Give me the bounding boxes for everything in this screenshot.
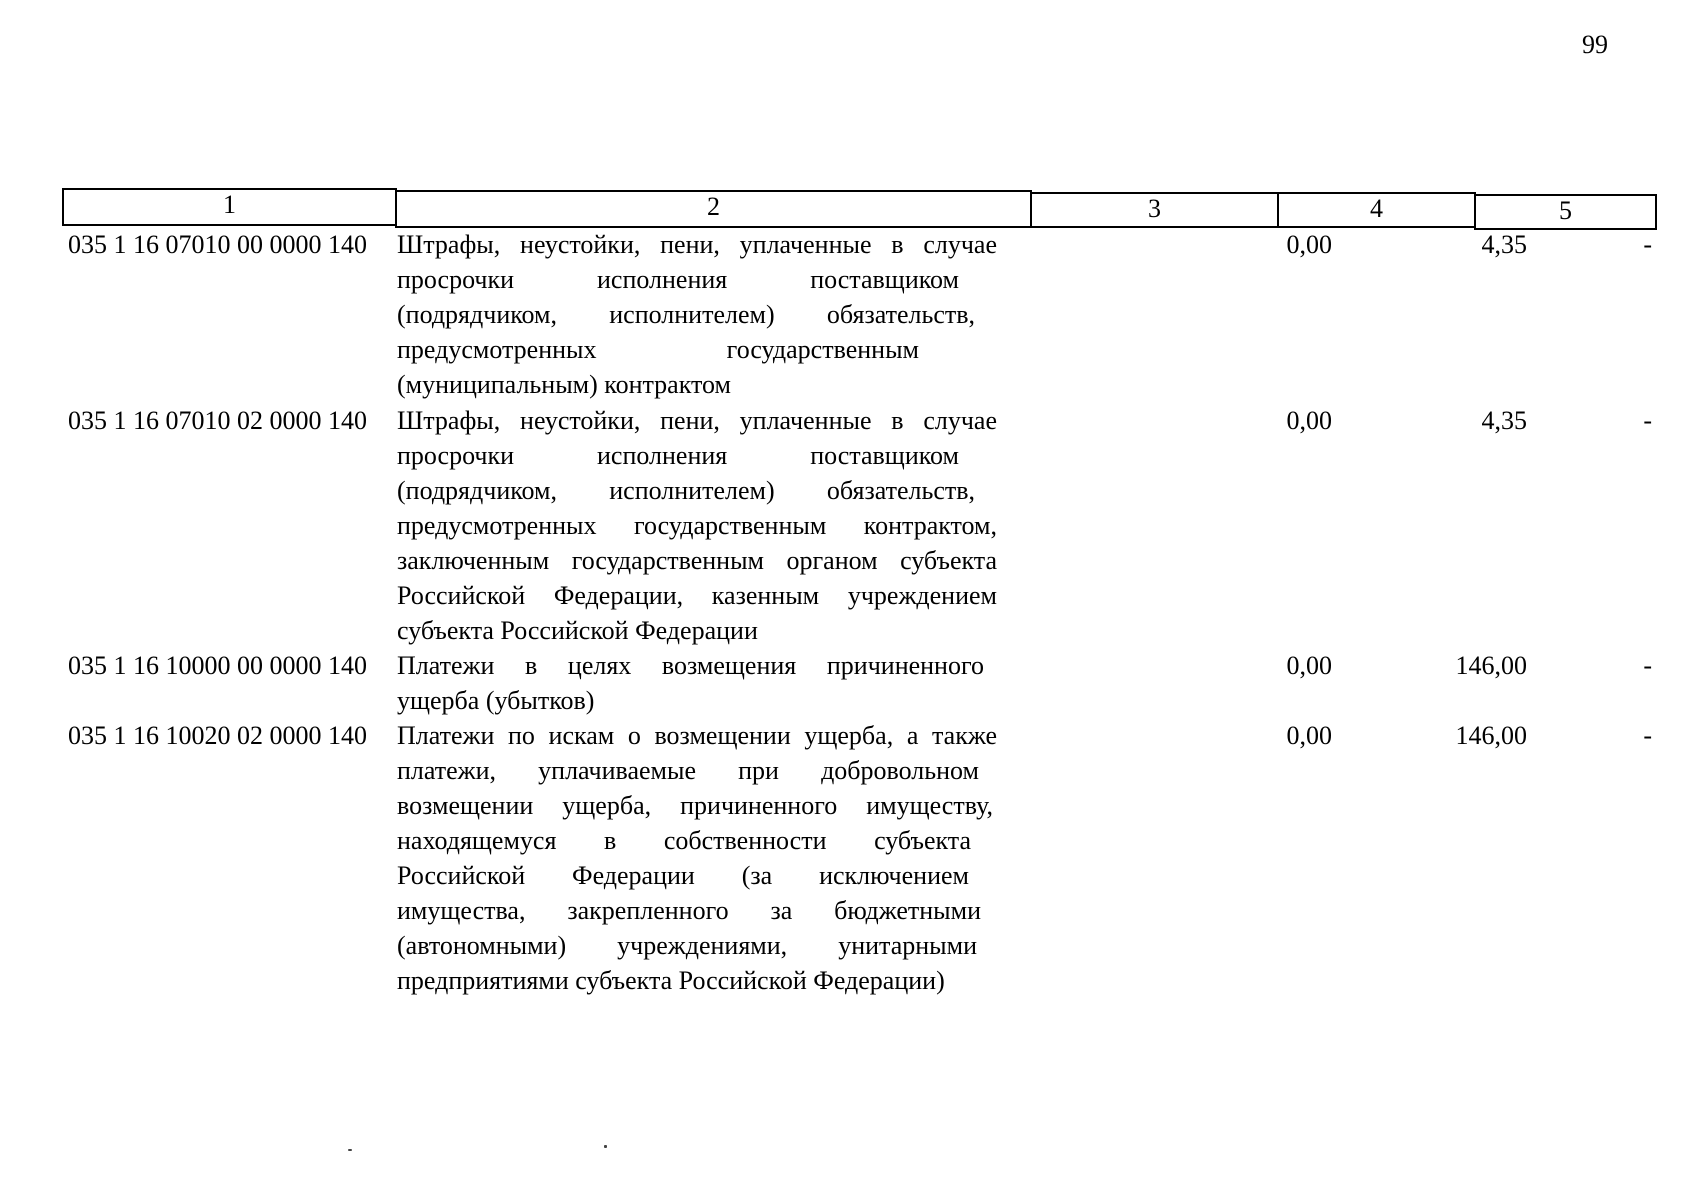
description-line: находящемуся в собственности субъекта [397, 826, 971, 855]
budget-code: 035 1 16 10000 00 0000 140 [68, 651, 367, 680]
description-line: просрочки исполнения поставщиком [397, 441, 959, 470]
description-line: Штрафы, неустойки, пени, уплаченные в случае [397, 230, 997, 259]
budget-code: 035 1 16 10020 02 0000 140 [68, 721, 367, 750]
value-col-4: 4,35 [1481, 406, 1527, 435]
description [397, 648, 997, 718]
table-header-col-4: 4 [1277, 192, 1476, 228]
value-col-4: 4,35 [1481, 230, 1527, 259]
table-header-col-3: 3 [1030, 192, 1279, 228]
description-line: Российской Федерации, казенным учреждением [397, 581, 997, 610]
description-line: Платежи в целях возмещения причиненного [397, 651, 984, 680]
description-line: (муниципальным) контрактом [397, 370, 731, 399]
budget-code: 035 1 16 07010 00 0000 140 [68, 230, 367, 259]
value-col-3: 0,00 [1286, 721, 1332, 750]
description-line: предусмотренных государственным контрактом, [397, 511, 997, 540]
description-line: предусмотренных государственным [397, 335, 919, 364]
table-header-row [62, 188, 1657, 228]
scan-speck [348, 1149, 352, 1151]
value-col-4: 146,00 [1455, 721, 1527, 750]
value-col-4: 146,00 [1455, 651, 1527, 680]
description-line: ущерба (убытков) [397, 686, 595, 715]
description-line: Российской Федерации (за исключением [397, 861, 969, 890]
description [397, 227, 997, 402]
description-line: предприятиями субъекта Российской Федерации) [397, 966, 945, 995]
value-col-5: - [1643, 651, 1652, 680]
description-line: Штрафы, неустойки, пени, уплаченные в случае [397, 406, 997, 435]
description-line: Платежи по искам о возмещении ущерба, а также [397, 721, 997, 750]
value-col-5: - [1643, 406, 1652, 435]
description-line: платежи, уплачиваемые при добровольном [397, 756, 979, 785]
page-number: 99 [1582, 30, 1608, 59]
table-header-col-2: 2 [395, 190, 1032, 228]
table-header-col-1: 1 [62, 188, 397, 226]
description-line: имущества, закрепленного за бюджетными [397, 896, 981, 925]
description-line: возмещении ущерба, причиненного имуществу, [397, 791, 993, 820]
description-line: (подрядчиком, исполнителем) обязательств, [397, 476, 975, 505]
description-line: просрочки исполнения поставщиком [397, 265, 959, 294]
description-line: заключенным государственным органом субъекта [397, 546, 997, 575]
description [397, 403, 997, 648]
value-col-3: 0,00 [1286, 651, 1332, 680]
value-col-3: 0,00 [1286, 230, 1332, 259]
scan-speck [604, 1145, 607, 1148]
value-col-5: - [1643, 721, 1652, 750]
description-line: субъекта Российской Федерации [397, 616, 758, 645]
table-header-col-5: 5 [1474, 194, 1657, 230]
value-col-5: - [1643, 230, 1652, 259]
description-line: (подрядчиком, исполнителем) обязательств, [397, 300, 975, 329]
budget-code: 035 1 16 07010 02 0000 140 [68, 406, 367, 435]
description-line: (автономными) учреждениями, унитарными [397, 931, 977, 960]
description [397, 718, 997, 998]
value-col-3: 0,00 [1286, 406, 1332, 435]
